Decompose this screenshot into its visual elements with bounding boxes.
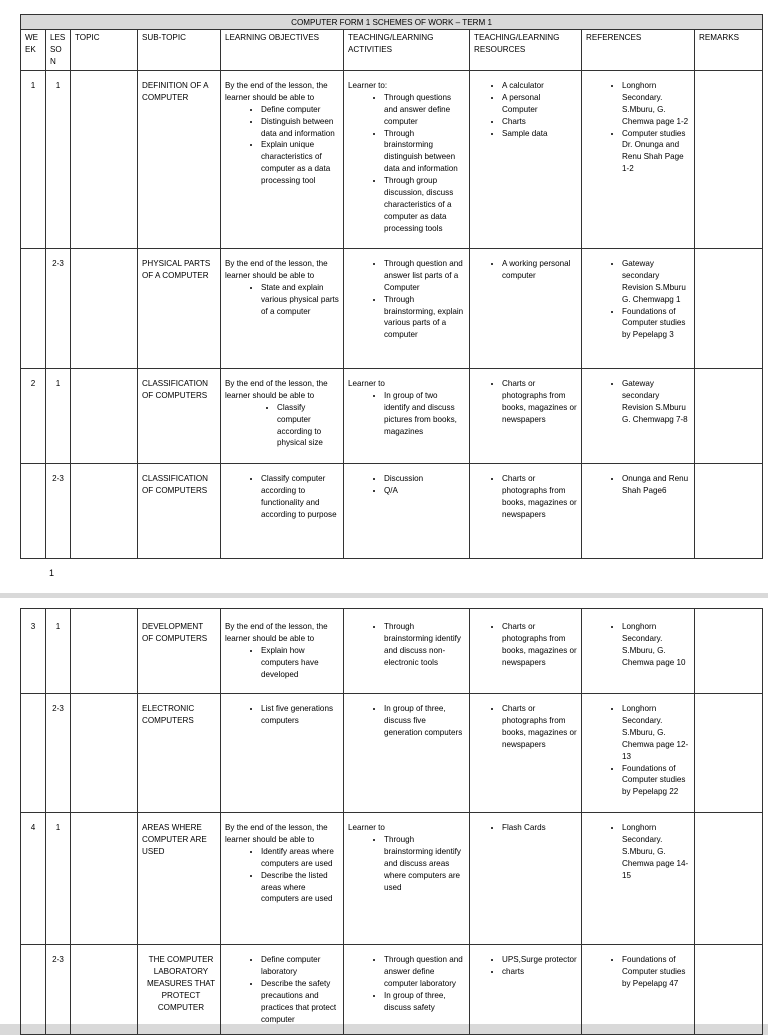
week-cell: 2	[21, 368, 46, 463]
list-item: • Flash Cards	[502, 822, 577, 834]
list-item: • Describe the listed areas where computers are used	[261, 870, 339, 906]
list-item: • Gateway secondary Revision S.Mburu G. Chemwapg 7-8	[622, 378, 690, 426]
list-item: • Onunga and Renu Shah Page6	[622, 473, 690, 497]
list-item: • Charts or photographs from books, magazines or newspapers	[502, 703, 577, 751]
subtopic-cell: CLASSIFICATION OF COMPUTERS	[138, 368, 221, 463]
objectives-cell	[221, 368, 344, 463]
remarks-cell	[695, 70, 763, 248]
topic-cell	[71, 813, 138, 945]
list-item: • A personal Computer	[502, 92, 577, 116]
list-item: • A calculator	[502, 80, 577, 92]
topic-cell	[71, 70, 138, 248]
table-row	[21, 694, 763, 813]
list-item: • Describe the safety precautions and practices that protect computer	[261, 978, 339, 1026]
topic-cell	[71, 463, 138, 558]
list-item: • Charts or photographs from books, magazines or newspapers	[502, 378, 577, 426]
resources-cell	[470, 463, 582, 558]
header-activities: TEACHING/LEARNING ACTIVITIES	[344, 29, 470, 70]
table-row	[21, 813, 763, 945]
table-row	[21, 945, 763, 1035]
list-item: • Charts	[502, 116, 577, 128]
resources-cell	[470, 813, 582, 945]
list-item: • Longhorn Secondary. S.Mburu, G. Chemwa page 12-13	[622, 703, 690, 763]
lesson-cell: 2-3	[46, 248, 71, 368]
document-title: COMPUTER FORM 1 SCHEMES OF WORK – TERM 1	[21, 15, 763, 30]
activities-cell	[344, 463, 470, 558]
list-item: • THE COMPUTER LABORATORY	[146, 954, 216, 978]
resources-cell	[470, 694, 582, 813]
objectives-cell	[221, 694, 344, 813]
list-item: • Through group discussion, discuss characteristics of a computer as data processing tools	[384, 175, 465, 235]
week-cell: 3	[21, 609, 46, 694]
activities-cell	[344, 694, 470, 813]
lesson-cell: 1	[46, 609, 71, 694]
remarks-cell	[695, 694, 763, 813]
references-cell	[582, 609, 695, 694]
list-item: • In group of three, discuss five generation computers	[384, 703, 465, 739]
list-item: • In group of two identify and discuss pictures from books, magazines	[384, 390, 465, 438]
list-item: • Identify areas where computers are used	[261, 846, 339, 870]
header-lesson: LES SO N	[46, 29, 71, 70]
remarks-cell	[695, 463, 763, 558]
list-item: • Sample data	[502, 128, 577, 140]
objectives-cell	[221, 813, 344, 945]
table-row	[21, 463, 763, 558]
list-item: • Foundations of Computer studies by Pepelapg 22	[622, 763, 690, 799]
objectives-cell	[221, 945, 344, 1035]
resources-cell	[470, 248, 582, 368]
list-item: • Classify computer according to physical size	[277, 402, 339, 450]
references-cell	[582, 463, 695, 558]
list-item: • Charts or photographs from books, magazines or newspapers	[502, 621, 577, 669]
list-item: • In group of three, discuss safety	[384, 990, 465, 1014]
header-row	[21, 29, 763, 70]
list-item: • Foundations of Computer studies by Pepelapg 3	[622, 306, 690, 342]
list-item: • A working personal computer	[502, 258, 577, 282]
resources-cell	[470, 70, 582, 248]
header-week: WE EK	[21, 29, 46, 70]
subtopic-cell: DEFINITION OF A COMPUTER	[138, 70, 221, 248]
scheme-table-2	[20, 608, 763, 1035]
list-item: • Charts or photographs from books, magazines or newspapers	[502, 473, 577, 521]
activities-cell	[344, 813, 470, 945]
list-item: • MEASURES THAT PROTECT COMPUTER	[146, 978, 216, 1014]
table-row	[21, 368, 763, 463]
document-page-2	[0, 598, 768, 1024]
topic-cell	[71, 945, 138, 1035]
list-item: • Longhorn Secondary. S.Mburu, G. Chemwa page 10	[622, 621, 690, 669]
lesson-cell: 1	[46, 70, 71, 248]
activities-intro: Learner to	[348, 378, 385, 388]
subtopic-cell: PHYSICAL PARTS OF A COMPUTER	[138, 248, 221, 368]
list-item: • Computer studies Dr. Onunga and Renu Shah Page 1-2	[622, 128, 690, 176]
table-row	[21, 70, 763, 248]
topic-cell	[71, 248, 138, 368]
list-item: • charts	[502, 966, 577, 978]
subtopic-cell: DEVELOPMENT OF COMPUTERS	[138, 609, 221, 694]
subtopic-cell	[138, 945, 221, 1035]
activities-intro: Learner to:	[348, 80, 388, 90]
topic-cell	[71, 609, 138, 694]
list-item: • Distinguish between data and information	[261, 116, 339, 140]
list-item: • UPS,Surge protector	[502, 954, 577, 966]
list-item: • Classify computer according to functionality and according to purpose	[261, 473, 339, 521]
list-item: • Through brainstorming distinguish between data and information	[384, 128, 465, 176]
subtopic-cell: ELECTRONIC COMPUTERS	[138, 694, 221, 813]
references-cell	[582, 368, 695, 463]
list-item: • Longhorn Secondary. S.Mburu, G. Chemwa page 14-15	[622, 822, 690, 882]
references-cell	[582, 248, 695, 368]
week-cell	[21, 248, 46, 368]
objectives-intro: By the end of the lesson, the learner should be able to	[225, 378, 328, 400]
header-objectives: LEARNING OBJECTIVES	[221, 29, 344, 70]
objectives-cell	[221, 609, 344, 694]
page-number: 1	[49, 568, 55, 578]
remarks-cell	[695, 368, 763, 463]
list-item: • Through brainstorming identify and discuss areas where computers are used	[384, 834, 465, 894]
resources-cell	[470, 368, 582, 463]
list-item: • Q/A	[384, 485, 465, 497]
week-cell	[21, 463, 46, 558]
list-item: • Through question and answer list parts of a Computer	[384, 258, 465, 294]
list-item: • Explain how computers have developed	[261, 645, 339, 681]
subtopic-cell: AREAS WHERE COMPUTER ARE USED	[138, 813, 221, 945]
activities-cell	[344, 70, 470, 248]
list-item: • State and explain various physical parts of a computer	[261, 282, 339, 318]
list-item: • Discussion	[384, 473, 465, 485]
subtopic-cell: CLASSIFICATION OF COMPUTERS	[138, 463, 221, 558]
topic-cell	[71, 368, 138, 463]
objectives-cell	[221, 248, 344, 368]
objectives-intro: By the end of the lesson, the learner should be able to	[225, 258, 328, 280]
week-cell	[21, 694, 46, 813]
activities-cell	[344, 945, 470, 1035]
objectives-cell	[221, 70, 344, 248]
activities-cell	[344, 368, 470, 463]
list-item: • Through questions and answer define computer	[384, 92, 465, 128]
references-cell	[582, 813, 695, 945]
remarks-cell	[695, 248, 763, 368]
table-row	[21, 248, 763, 368]
lesson-cell: 2-3	[46, 463, 71, 558]
lesson-cell: 1	[46, 813, 71, 945]
remarks-cell	[695, 945, 763, 1035]
activities-intro: Learner to	[348, 823, 385, 832]
header-references: REFERENCES	[582, 29, 695, 70]
list-item: • Define computer	[261, 104, 339, 116]
week-cell	[21, 945, 46, 1035]
list-item: • Through brainstorming identify and discuss non-electronic tools	[384, 621, 465, 669]
list-item: • Through question and answer define computer laboratory	[384, 954, 465, 990]
objectives-intro: By the end of the lesson, the learner should be able to	[225, 823, 328, 844]
list-item: • Gateway secondary Revision S.Mburu G. Chemwapg 1	[622, 258, 690, 306]
header-subtopic: SUB-TOPIC	[138, 29, 221, 70]
list-item: • Foundations of Computer studies by Pepelapg 47	[622, 954, 690, 990]
scheme-table-1	[20, 14, 763, 559]
topic-cell	[71, 694, 138, 813]
objectives-intro: By the end of the lesson, the learner should be able to	[225, 622, 328, 643]
references-cell	[582, 945, 695, 1035]
list-item: • List five generations computers	[261, 703, 339, 727]
resources-cell	[470, 609, 582, 694]
objectives-cell	[221, 463, 344, 558]
remarks-cell	[695, 609, 763, 694]
header-topic: TOPIC	[71, 29, 138, 70]
list-item: • Through brainstorming, explain various parts of a computer	[384, 294, 465, 342]
lesson-cell: 1	[46, 368, 71, 463]
lesson-cell: 2-3	[46, 945, 71, 1035]
header-resources: TEACHING/LEARNING RESOURCES	[470, 29, 582, 70]
objectives-intro: By the end of the lesson, the learner should be able to	[225, 80, 328, 102]
header-remarks: REMARKS	[695, 29, 763, 70]
references-cell	[582, 694, 695, 813]
list-item: • Longhorn Secondary. S.Mburu, G. Chemwa page 1-2	[622, 80, 690, 128]
resources-cell	[470, 945, 582, 1035]
remarks-cell	[695, 813, 763, 945]
activities-cell	[344, 609, 470, 694]
references-cell	[582, 70, 695, 248]
week-cell: 4	[21, 813, 46, 945]
list-item: • Define computer laboratory	[261, 954, 339, 978]
table-row	[21, 609, 763, 694]
activities-cell	[344, 248, 470, 368]
list-item: • Explain unique characteristics of computer as a data processing tool	[261, 139, 339, 187]
week-cell: 1	[21, 70, 46, 248]
lesson-cell: 2-3	[46, 694, 71, 813]
